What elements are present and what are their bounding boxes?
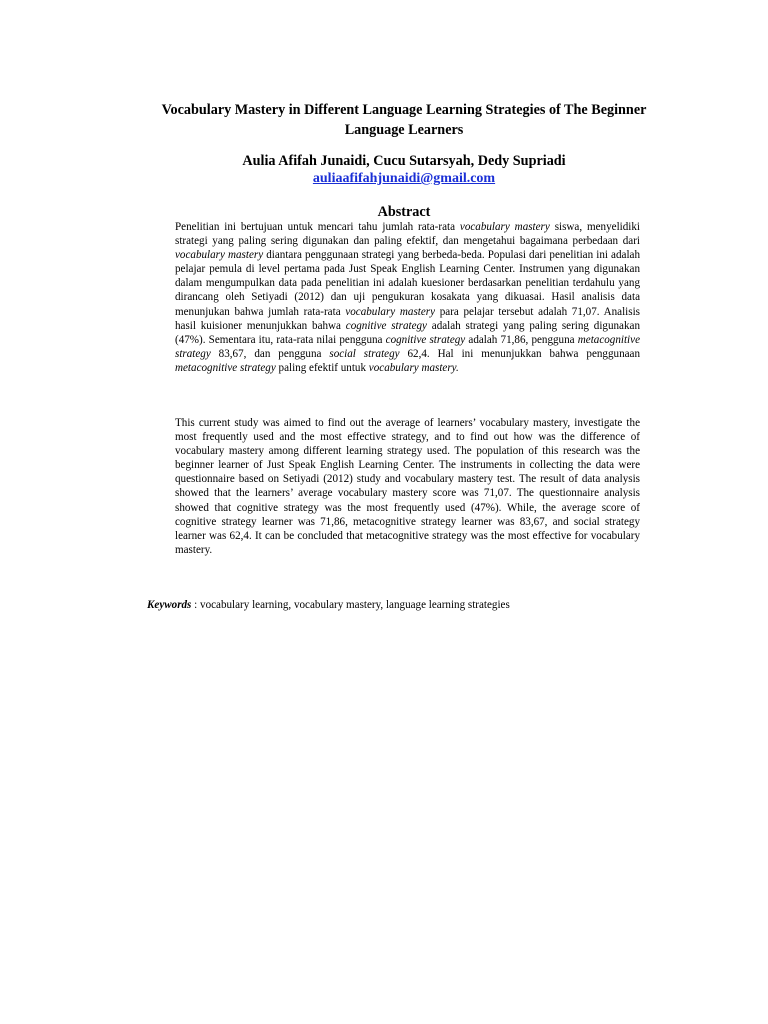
abstract-italic-term: metacognitive strategy — [175, 333, 640, 360]
abstract-italic-term: cognitive strategy — [345, 319, 427, 332]
author-email — [150, 170, 658, 188]
keywords-line — [147, 598, 667, 612]
abstract-text-run: 62,4. Hal ini menunjukkan bahwa penggunaan — [399, 347, 641, 360]
abstract-italic-term: metacognitive strategy — [175, 361, 276, 374]
abstract-text-run: para pelajar tersebut adalah 71,07. Analisis hasil kuisioner menunjukkan bahwa — [175, 305, 640, 332]
abstract-text-run: diantara penggunaan strategi yang berbeda-beda. Populasi dari penelitian ini adalah pelajar pemula di level pertama pada Just Speak English Learning Center. Instrumen yang digunakan dalam mengumpulkan data pada penelitian ini adalah kuesioner berdasarkan penelitian terdahulu yang dirancang oleh Setiyadi (2012) dan uji pengukuran kosakata yang dikuasai. Hasil analisis data menunjukan bahwa jumlah rata-rata — [175, 249, 640, 318]
abstract-text-run: adalah strategi yang paling sering digunakan (47%). Sementara itu, rata-rata nilai pengguna — [175, 319, 640, 346]
abstract-text-run: paling efektif untuk — [275, 361, 369, 374]
abstract-italic-term: vocabulary mastery — [345, 305, 436, 318]
keywords-separator: : — [191, 599, 201, 611]
abstract-text-run: siswa, menyelidiki strategi yang paling sering digunakan dan paling efektif, dan mengetahui bagaimana perbedaan dari — [175, 221, 640, 248]
abstract-indonesian — [175, 220, 640, 375]
abstract-italic-term: vocabulary mastery — [459, 221, 550, 233]
abstract-english: This current study was aimed to find out the average of learners’ vocabulary mastery, investigate the most frequently used and the most effective strategy, and to find out how was the difference of vocabulary mastery among different learning strategy used. The population of this research was the beginner learner of Just Speak English Learning Center. The instruments in collecting the data were questionnaire based on Setiyadi (2012) study and vocabulary mastery test. The result of data analysis showed that the learners’ average vocabulary mastery score was 71,07. The questionnaire analysis showed that cognitive strategy was the most frequently used (47%). While, the average score of cognitive strategy learner was 71,86, metacognitive strategy learner was 83,67, and social strategy learner was 62,4. It can be concluded that metacognitive strategy was the most effective for vocabulary mastery. — [175, 417, 640, 556]
keywords-list: vocabulary learning, vocabulary mastery, language learning strategies — [200, 599, 510, 611]
abstract-text-run: Penelitian ini bertujuan untuk mencari tahu jumlah rata-rata — [175, 221, 460, 233]
keywords-label: Keywords — [147, 599, 192, 611]
abstract-italic-term: vocabulary mastery — [175, 249, 264, 262]
email-link[interactable]: auliaafifahjunaidi@gmail.com — [312, 171, 496, 186]
author-list: Aulia Afifah Junaidi, Cucu Sutarsyah, Dedy Supriadi — [242, 153, 566, 169]
abstract-text-run: adalah 71,86, pengguna — [465, 333, 578, 346]
abstract-text-run: 83,67, dan pengguna — [210, 347, 330, 360]
abstract-heading: Abstract — [377, 204, 431, 220]
abstract-italic-term: cognitive strategy — [385, 333, 466, 346]
abstract-italic-term: social strategy — [329, 347, 400, 360]
paper-title: Vocabulary Mastery in Different Language Learning Strategies of The Beginner Language Learners — [161, 102, 647, 138]
abstract-italic-term: vocabulary mastery. — [368, 361, 459, 374]
